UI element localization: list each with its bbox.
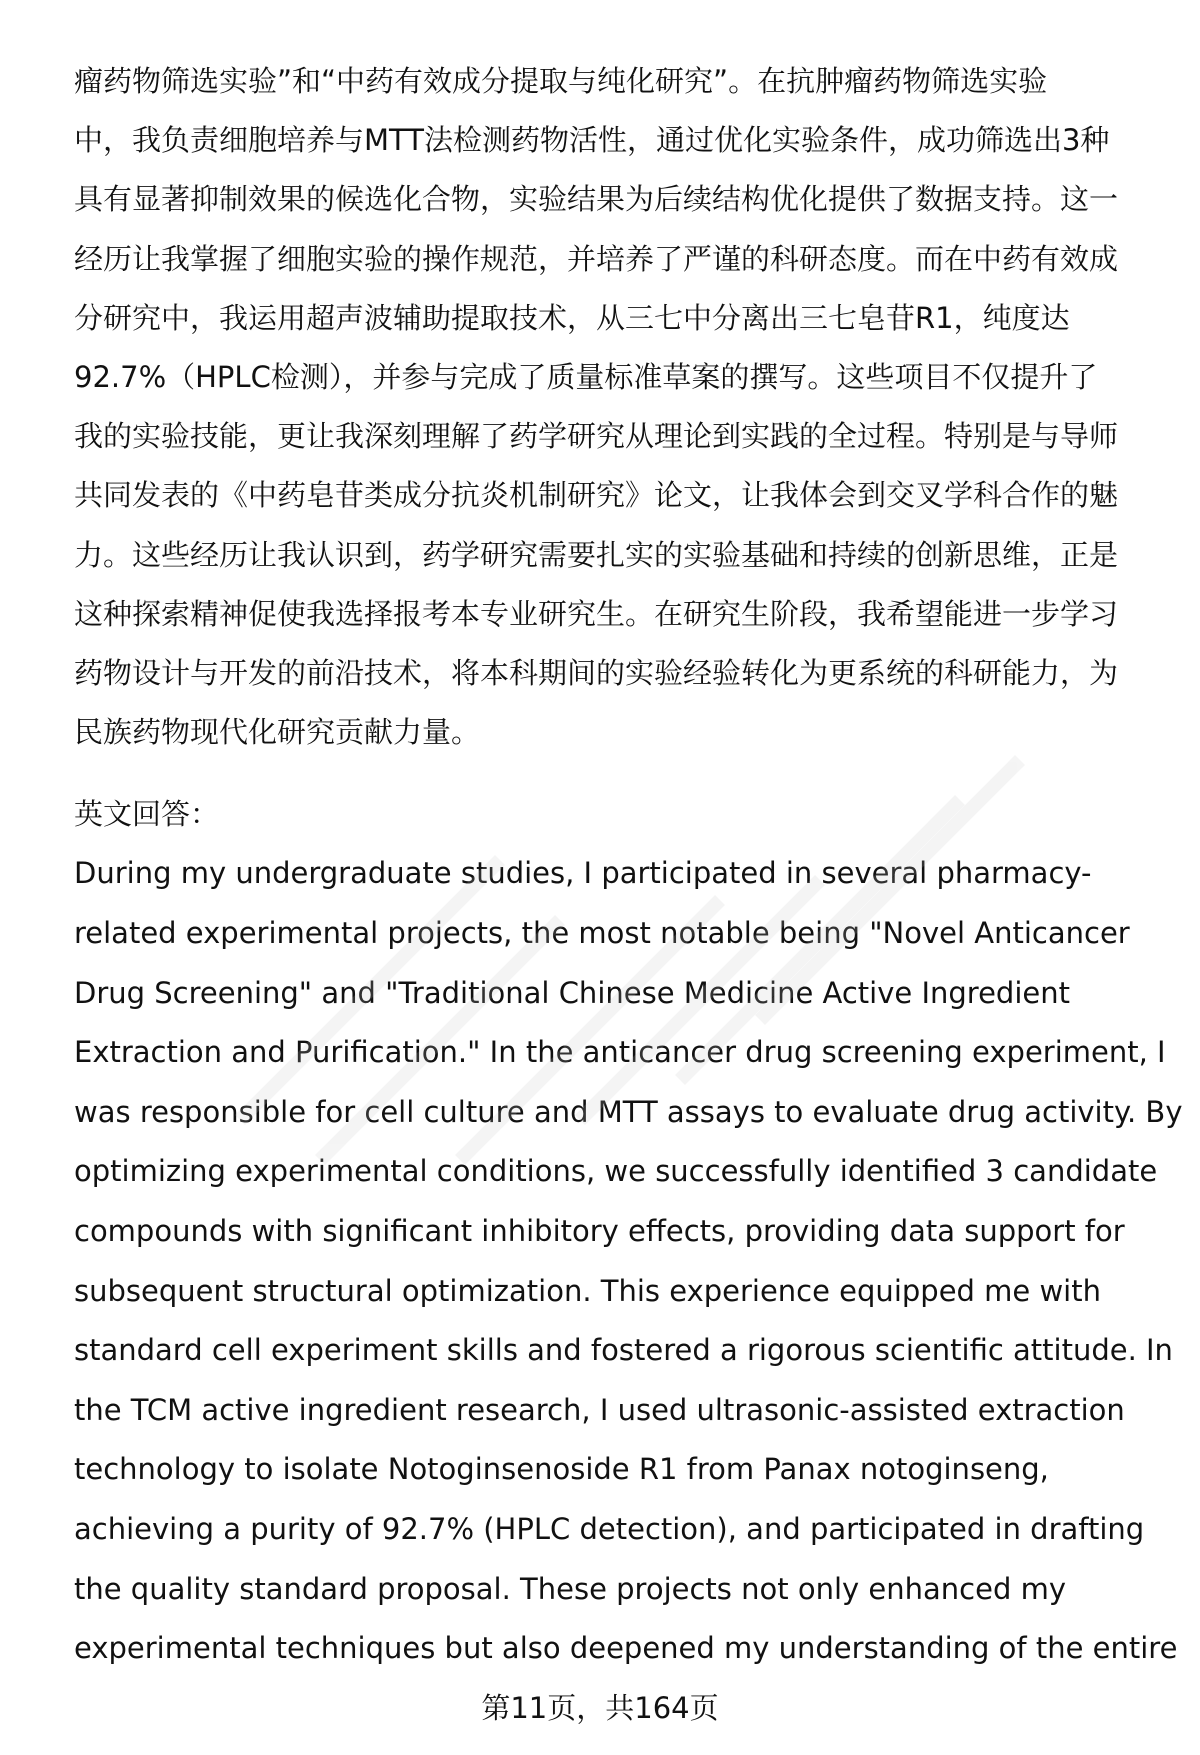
text-line: 分研究中，我运用超声波辅助提取技术，从三七中分离出三七皂苷R1，纯度达	[74, 300, 1070, 335]
text-line: During my undergraduate studies, I participated in several pharmacy-	[74, 856, 1092, 891]
text-line: standard cell experiment skills and fostered a rigorous scientific attitude. In	[74, 1333, 1173, 1368]
chinese-answer-paragraph	[74, 52, 1154, 762]
text-line: experimental techniques but also deepened my understanding of the entire	[74, 1631, 1178, 1666]
text-line: 中，我负责细胞培养与MTT法检测药物活性，通过优化实验条件，成功筛选出3种	[74, 123, 1110, 158]
text-line: Extraction and Purification." In the anticancer drug screening experiment, I	[74, 1035, 1166, 1070]
text-line: 力。这些经历让我认识到，药学研究需要扎实的实验基础和持续的创新思维，正是	[74, 537, 1119, 572]
page-number-footer: 第11页，共164页	[481, 1691, 719, 1725]
text-line: 共同发表的《中药皂苷类成分抗炎机制研究》论文，让我体会到交叉学科合作的魅	[74, 478, 1119, 513]
text-line: 我的实验技能，更让我深刻理解了药学研究从理论到实践的全过程。特别是与导师	[74, 419, 1119, 454]
text-line: 药物设计与开发的前沿技术，将本科期间的实验经验转化为更系统的科研能力，为	[74, 656, 1119, 691]
english-answer-paragraph	[74, 844, 1183, 1678]
text-line: 民族药物现代化研究贡献力量。	[74, 715, 481, 750]
text-line: achieving a purity of 92.7% (HPLC detection), and participated in drafting	[74, 1511, 1145, 1546]
text-line: Drug Screening" and "Traditional Chinese Medicine Active Ingredient	[74, 975, 1070, 1010]
text-line: optimizing experimental conditions, we successfully identified 3 candidate	[74, 1154, 1158, 1189]
text-line: 具有显著抑制效果的候选化合物，实验结果为后续结构优化提供了数据支持。这一	[74, 182, 1119, 217]
english-answer-label: 英文回答：	[74, 797, 220, 832]
text-line: the quality standard proposal. These projects not only enhanced my	[74, 1571, 1066, 1606]
text-line: the TCM active ingredient research, I used ultrasonic-assisted extraction	[74, 1392, 1125, 1427]
text-line: 经历让我掌握了细胞实验的操作规范，并培养了严谨的科研态度。而在中药有效成	[74, 241, 1119, 276]
text-line: technology to isolate Notoginsenoside R1 from Panax notoginseng,	[74, 1452, 1049, 1487]
text-line: 瘤药物筛选实验”和“中药有效成分提取与纯化研究”。在抗肿瘤药物筛选实验	[74, 64, 1048, 98]
text-line: was responsible for cell culture and MTT assays to evaluate drug activity. By	[74, 1094, 1183, 1129]
document-page	[74, 52, 1183, 1679]
text-line: related experimental projects, the most notable being "Novel Anticancer	[74, 916, 1130, 951]
text-line: compounds with significant inhibitory effects, providing data support for	[74, 1214, 1125, 1248]
text-line: subsequent structural optimization. This experience equipped me with	[74, 1273, 1101, 1308]
text-line: 这种探索精神促使我选择报考本专业研究生。在研究生阶段，我希望能进一步学习	[74, 596, 1119, 631]
text-line: 92.7%（HPLC检测），并参与完成了质量标准草案的撰写。这些项目不仅提升了	[74, 360, 1098, 395]
